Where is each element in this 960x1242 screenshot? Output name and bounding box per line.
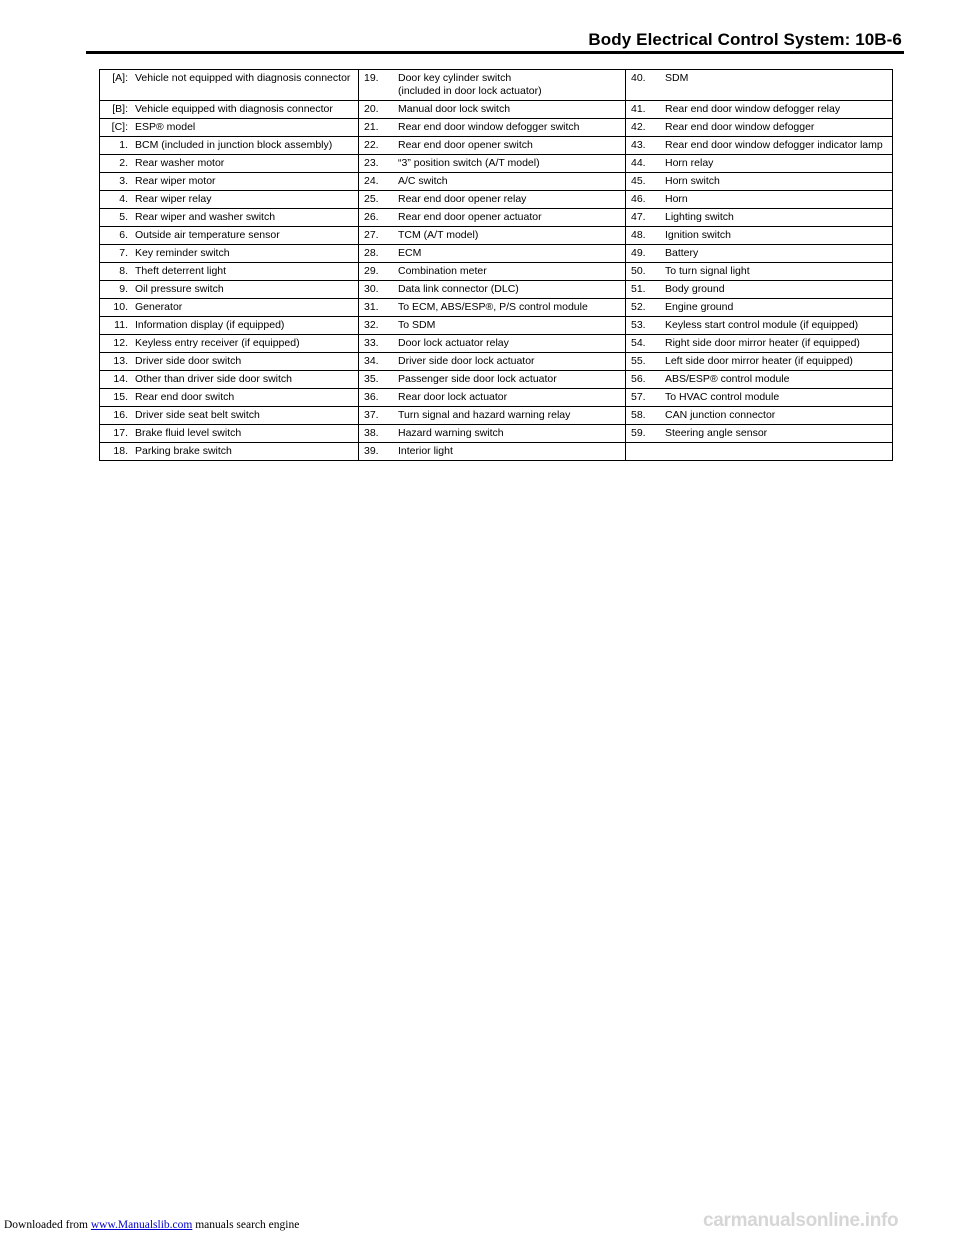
legend-label (133, 373, 358, 386)
legend-label (396, 265, 625, 278)
legend-number: 31. (364, 301, 379, 313)
legend-cell (100, 209, 359, 227)
legend-cell (359, 281, 626, 299)
legend-cell (100, 227, 359, 245)
legend-cell (626, 299, 893, 317)
legend-label (133, 427, 358, 440)
legend-label (133, 175, 358, 188)
legend-label-text: Lighting switch (665, 211, 734, 223)
legend-cell (100, 299, 359, 317)
legend-label (663, 247, 892, 260)
legend-label (396, 283, 625, 296)
legend-label (133, 157, 358, 170)
legend-number: 49. (631, 247, 646, 259)
legend-label-text: “3” position switch (A/T model) (398, 157, 540, 169)
legend-label (133, 265, 358, 278)
legend-number: 53. (631, 319, 646, 331)
legend-number: 18. (113, 445, 128, 457)
legend-label-text: Vehicle not equipped with diagnosis connector (135, 72, 351, 84)
legend-cell (359, 317, 626, 335)
legend-label (396, 337, 625, 350)
table-row (100, 407, 893, 425)
legend-label (133, 445, 358, 458)
legend-label-text: Rear door lock actuator (398, 391, 508, 403)
legend-label (663, 355, 892, 368)
manualslib-link[interactable]: www.Manualslib.com (90, 1219, 193, 1231)
legend-label-text: Body ground (665, 283, 725, 295)
legend-label-text: CAN junction connector (665, 409, 776, 421)
legend-label-text: Horn relay (665, 157, 714, 169)
legend-label (663, 391, 892, 404)
legend-cell (100, 191, 359, 209)
table-row (100, 299, 893, 317)
legend-number: [C]: (111, 121, 128, 133)
legend-label (133, 193, 358, 206)
legend-label-text: Rear wiper motor (135, 175, 216, 187)
legend-number: [B]: (112, 103, 128, 115)
legend-number: 59. (631, 427, 646, 439)
legend-label-text: Rear washer motor (135, 157, 225, 169)
legend-number: 56. (631, 373, 646, 385)
legend-number: 29. (364, 265, 379, 277)
legend-number: 1. (119, 139, 128, 151)
legend-label (663, 72, 892, 85)
legend-label-text: To turn signal light (665, 265, 750, 277)
legend-cell (626, 407, 893, 425)
legend-number: 40. (631, 72, 646, 84)
legend-number: 21. (364, 121, 379, 133)
legend-number: 32. (364, 319, 379, 331)
legend-label (396, 175, 625, 188)
legend-number: 34. (364, 355, 379, 367)
legend-cell (626, 101, 893, 119)
legend-label-text: Hazard warning switch (398, 427, 504, 439)
legend-number: 50. (631, 265, 646, 277)
legend-label-text: SDM (665, 72, 689, 84)
legend-number: 39. (364, 445, 379, 457)
legend-label-text: Rear end door opener relay (398, 193, 527, 205)
legend-cell (359, 353, 626, 371)
legend-cell (359, 101, 626, 119)
legend-cell (100, 425, 359, 443)
legend-cell (359, 137, 626, 155)
legend-cell (626, 281, 893, 299)
legend-cell (359, 70, 626, 101)
legend-number: 7. (119, 247, 128, 259)
legend-label-text: BCM (included in junction block assembly) (135, 139, 333, 151)
legend-label (663, 211, 892, 224)
legend-label-text: Outside air temperature sensor (135, 229, 280, 241)
component-legend-table (99, 69, 893, 461)
legend-label-text: Theft deterrent light (135, 265, 227, 277)
legend-label (663, 103, 892, 116)
legend-cell (359, 263, 626, 281)
legend-cell (359, 335, 626, 353)
legend-label (396, 211, 625, 224)
legend-label-text: Horn switch (665, 175, 720, 187)
legend-number: 43. (631, 139, 646, 151)
legend-cell (359, 299, 626, 317)
legend-label (133, 247, 358, 260)
legend-label-text: A/C switch (398, 175, 448, 187)
legend-label-text: Rear end door window defogger relay (665, 103, 841, 115)
legend-label-text: Driver side seat belt switch (135, 409, 260, 421)
legend-number: 3. (119, 175, 128, 187)
legend-cell (100, 119, 359, 137)
legend-label (663, 409, 892, 422)
legend-label (663, 319, 892, 332)
legend-label (396, 409, 625, 422)
table-row (100, 191, 893, 209)
legend-cell (626, 443, 893, 461)
legend-number: 58. (631, 409, 646, 421)
legend-number: 35. (364, 373, 379, 385)
table-row (100, 173, 893, 191)
legend-cell (626, 353, 893, 371)
legend-label (663, 265, 892, 278)
legend-label-text: Data link connector (DLC) (398, 283, 519, 295)
legend-label-text: Rear end door window defogger switch (398, 121, 580, 133)
legend-label-text: Left side door mirror heater (if equipped) (665, 355, 853, 367)
legend-label (133, 211, 358, 224)
legend-cell (626, 191, 893, 209)
legend-cell (100, 317, 359, 335)
table-row (100, 335, 893, 353)
legend-cell (359, 191, 626, 209)
legend-label (396, 301, 625, 314)
legend-label-text: To SDM (398, 319, 436, 331)
legend-label (133, 301, 358, 314)
legend-cell (626, 245, 893, 263)
legend-number: 5. (119, 211, 128, 223)
legend-number: 46. (631, 193, 646, 205)
table-row (100, 227, 893, 245)
legend-cell (100, 101, 359, 119)
watermark: carmanualsonline.info (703, 1210, 899, 1231)
legend-number: 30. (364, 283, 379, 295)
legend-label-text: Parking brake switch (135, 445, 232, 457)
legend-cell (626, 227, 893, 245)
legend-cell (626, 155, 893, 173)
legend-label-text-line2: (included in door lock actuator) (398, 85, 542, 97)
legend-number: 24. (364, 175, 379, 187)
legend-label (396, 373, 625, 386)
legend-label (396, 193, 625, 206)
legend-cell (626, 371, 893, 389)
legend-label-text: Horn (665, 193, 688, 205)
legend-label (663, 373, 892, 386)
table-row (100, 245, 893, 263)
legend-number: 37. (364, 409, 379, 421)
legend-number: 12. (113, 337, 128, 349)
legend-label-text: Steering angle sensor (665, 427, 768, 439)
legend-label (133, 229, 358, 242)
legend-label (133, 72, 358, 85)
legend-number: 44. (631, 157, 646, 169)
page-title: Body Electrical Control System: 10B-6 (588, 30, 902, 49)
legend-label (663, 175, 892, 188)
legend-label-text: Brake fluid level switch (135, 427, 242, 439)
legend-label (396, 103, 625, 116)
legend-label-text: Passenger side door lock actuator (398, 373, 557, 385)
legend-number: 9. (119, 283, 128, 295)
legend-label-text: TCM (A/T model) (398, 229, 479, 241)
download-footer (4, 1219, 299, 1231)
legend-number: 16. (113, 409, 128, 421)
table-row (100, 155, 893, 173)
legend-label (663, 121, 892, 134)
legend-cell (626, 389, 893, 407)
legend-cell (359, 443, 626, 461)
legend-number: 6. (119, 229, 128, 241)
legend-label (663, 283, 892, 296)
legend-label (133, 121, 358, 134)
legend-label (133, 355, 358, 368)
legend-cell (100, 371, 359, 389)
legend-label-text: Interior light (398, 445, 453, 457)
legend-label (396, 391, 625, 404)
legend-cell (626, 317, 893, 335)
legend-cell (100, 407, 359, 425)
legend-cell (626, 263, 893, 281)
legend-label-text: Key reminder switch (135, 247, 230, 259)
legend-cell (359, 425, 626, 443)
legend-number: 55. (631, 355, 646, 367)
legend-cell (626, 119, 893, 137)
legend-label-text: Other than driver side door switch (135, 373, 292, 385)
legend-cell (100, 443, 359, 461)
legend-label (133, 103, 358, 116)
legend-number: 52. (631, 301, 646, 313)
legend-label-text: Rear wiper relay (135, 193, 212, 205)
table-row (100, 425, 893, 443)
legend-label-text: Rear end door window defogger indicator lamp (665, 139, 883, 151)
legend-number: 54. (631, 337, 646, 349)
legend-label-text: Turn signal and hazard warning relay (398, 409, 571, 421)
legend-label-text: Rear end door window defogger (665, 121, 815, 133)
legend-cell (359, 119, 626, 137)
legend-label (396, 157, 625, 170)
legend-label (396, 355, 625, 368)
legend-label (133, 319, 358, 332)
legend-number: 4. (119, 193, 128, 205)
legend-label-text: ESP® model (135, 121, 196, 133)
legend-cell (100, 137, 359, 155)
legend-cell (626, 173, 893, 191)
legend-label (133, 409, 358, 422)
legend-label (133, 139, 358, 152)
legend-number: 57. (631, 391, 646, 403)
legend-number: 47. (631, 211, 646, 223)
legend-number: 22. (364, 139, 379, 151)
legend-number: 11. (114, 319, 128, 331)
legend-number: 20. (364, 103, 379, 115)
legend-label (396, 229, 625, 242)
header-rule (86, 51, 904, 54)
table-row (100, 70, 893, 101)
table-row (100, 209, 893, 227)
legend-label-text: Rear wiper and washer switch (135, 211, 276, 223)
legend-number: 26. (364, 211, 379, 223)
legend-number: 8. (119, 265, 128, 277)
table-row (100, 119, 893, 137)
legend-label-text: Rear end door opener actuator (398, 211, 542, 223)
legend-cell (626, 209, 893, 227)
legend-label-text: Ignition switch (665, 229, 731, 241)
legend-cell (359, 389, 626, 407)
legend-label-text: Engine ground (665, 301, 734, 313)
legend-number: 42. (631, 121, 646, 133)
legend-label (663, 193, 892, 206)
legend-cell (100, 263, 359, 281)
legend-number: 38. (364, 427, 379, 439)
legend-label-text: Keyless entry receiver (if equipped) (135, 337, 300, 349)
legend-cell (359, 371, 626, 389)
legend-cell (100, 353, 359, 371)
legend-cell (359, 209, 626, 227)
table-row (100, 389, 893, 407)
legend-cell (359, 173, 626, 191)
legend-number: 15. (113, 391, 128, 403)
table-row (100, 443, 893, 461)
legend-cell (100, 389, 359, 407)
legend-label (396, 121, 625, 134)
legend-label-text: Oil pressure switch (135, 283, 224, 295)
legend-label (396, 319, 625, 332)
legend-label (663, 157, 892, 170)
legend-label-text: Combination meter (398, 265, 487, 277)
legend-number: 28. (364, 247, 379, 259)
table-row (100, 371, 893, 389)
legend-label (133, 283, 358, 296)
legend-label-text: Manual door lock switch (398, 103, 511, 115)
legend-cell (100, 155, 359, 173)
legend-label-text: Driver side door lock actuator (398, 355, 535, 367)
table-row (100, 281, 893, 299)
legend-number: 23. (364, 157, 379, 169)
legend-number: 10. (113, 301, 128, 313)
legend-label-text: Information display (if equipped) (135, 319, 285, 331)
legend-label-text: Door lock actuator relay (398, 337, 509, 349)
legend-number: [A]: (112, 72, 128, 84)
legend-label (663, 337, 892, 350)
footer-suffix: manuals search engine (192, 1219, 300, 1231)
legend-label (396, 72, 625, 98)
legend-number: 27. (364, 229, 379, 241)
legend-label-text: Generator (135, 301, 183, 313)
legend-cell (359, 227, 626, 245)
legend-number: 2. (119, 157, 128, 169)
legend-label (396, 445, 625, 458)
legend-cell (100, 281, 359, 299)
legend-label-text: Rear end door opener switch (398, 139, 533, 151)
table-row (100, 353, 893, 371)
legend-label (663, 301, 892, 314)
legend-cell (100, 173, 359, 191)
legend-label-text: Keyless start control module (if equipped) (665, 319, 859, 331)
legend-label-text: To ECM, ABS/ESP®, P/S control module (398, 301, 588, 313)
legend-number: 13. (113, 355, 128, 367)
legend-cell (100, 335, 359, 353)
legend-cell (626, 70, 893, 101)
legend-label (396, 139, 625, 152)
footer-prefix: Downloaded from (4, 1219, 91, 1231)
legend-number: 33. (364, 337, 379, 349)
legend-label (663, 139, 892, 152)
legend-label-text: Door key cylinder switch (398, 72, 512, 84)
legend-label (396, 247, 625, 260)
legend-number: 51. (631, 283, 646, 295)
legend-label-text: To HVAC control module (665, 391, 780, 403)
legend-number: 36. (364, 391, 379, 403)
legend-label (663, 427, 892, 440)
legend-label-text: Rear end door switch (135, 391, 235, 403)
legend-cell (626, 137, 893, 155)
legend-label-text: Driver side door switch (135, 355, 242, 367)
legend-cell (100, 70, 359, 101)
legend-number: 41. (631, 103, 646, 115)
legend-number: 14. (113, 373, 128, 385)
legend-number: 48. (631, 229, 646, 241)
table-row (100, 101, 893, 119)
legend-cell (100, 245, 359, 263)
legend-cell (359, 407, 626, 425)
legend-number: 45. (631, 175, 646, 187)
legend-number: 25. (364, 193, 379, 205)
legend-label (396, 427, 625, 440)
legend-cell (626, 425, 893, 443)
legend-label-text: Right side door mirror heater (if equipped) (665, 337, 860, 349)
table-row (100, 317, 893, 335)
legend-label-text: ABS/ESP® control module (665, 373, 790, 385)
legend-label-text: Battery (665, 247, 699, 259)
legend-label (133, 337, 358, 350)
table-row (100, 263, 893, 281)
legend-cell (359, 155, 626, 173)
legend-label-text: ECM (398, 247, 422, 259)
legend-label-text: Vehicle equipped with diagnosis connector (135, 103, 333, 115)
legend-label (663, 229, 892, 242)
legend-number: 17. (113, 427, 128, 439)
legend-cell (359, 245, 626, 263)
legend-number: 19. (364, 72, 379, 84)
legend-label (133, 391, 358, 404)
legend-cell (626, 335, 893, 353)
table-row (100, 137, 893, 155)
